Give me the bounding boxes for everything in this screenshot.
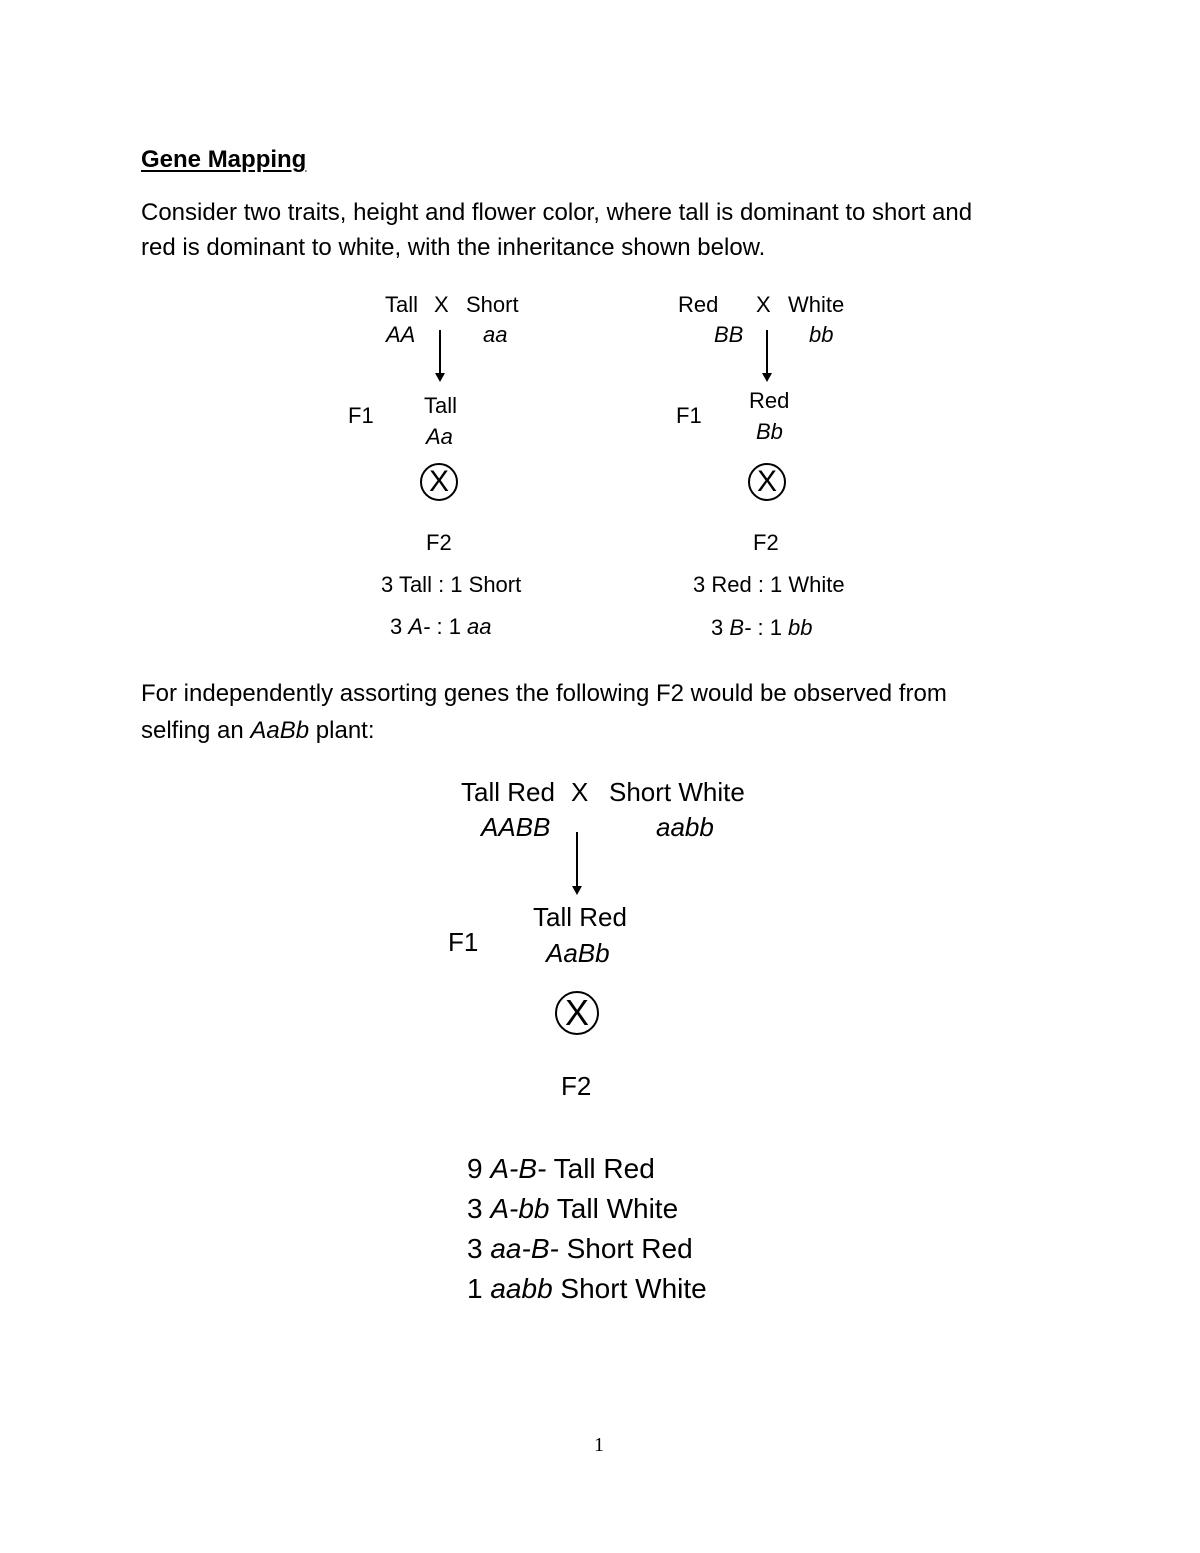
dihybrid-f1-label: F1 [448, 927, 479, 957]
f2-class-3: 3 aa-B- Short Red [467, 1233, 693, 1264]
independent-line-1: For independently assorting genes the following F2 would be observed from [141, 680, 947, 707]
height-cross-symbol: X [434, 292, 449, 317]
height-f1-genotype: Aa [426, 424, 453, 449]
color-parent-red: Red [678, 292, 719, 317]
dihybrid-f1-genotype: AaBb [546, 938, 610, 968]
color-genotype-bb-dominant: BB [714, 322, 744, 347]
height-genotype-aa-recessive: aa [483, 322, 508, 347]
page-number: 1 [594, 1434, 604, 1456]
color-f1-label: F1 [676, 403, 702, 428]
height-f1-phenotype: Tall [424, 393, 458, 418]
dihybrid-parent-short-white: Short White [609, 777, 745, 807]
color-f2-phenotype-ratio: 3 Red : 1 White [693, 572, 845, 597]
f2-class-1: 9 A-B- Tall Red [467, 1153, 655, 1184]
dihybrid-cross-symbol: X [571, 777, 589, 807]
height-f2-phenotype-ratio: 3 Tall : 1 Short [381, 572, 522, 597]
f2-class-4: 1 aabb Short White [467, 1273, 707, 1304]
f2-class-2: 3 A-bb Tall White [467, 1193, 679, 1224]
color-genotype-bb-recessive: bb [809, 322, 834, 347]
height-parent-tall: Tall [385, 292, 419, 317]
color-f2-label: F2 [753, 530, 779, 555]
independent-line-2: selfing an AaBb plant: [141, 717, 375, 744]
height-self-cross-icon: X [420, 463, 458, 501]
color-f1-phenotype: Red [749, 388, 790, 413]
color-self-cross-icon: X [748, 463, 786, 501]
color-cross-symbol: X [756, 292, 771, 317]
height-f1-label: F1 [348, 403, 374, 428]
color-parent-white: White [788, 292, 845, 317]
height-down-arrow [439, 330, 441, 374]
color-f1-genotype: Bb [756, 419, 783, 444]
dihybrid-parent-tall-red: Tall Red [461, 777, 555, 807]
intro-line-2: red is dominant to white, with the inheritance shown below. [141, 234, 766, 261]
dihybrid-down-arrow [576, 832, 578, 887]
page-title: Gene Mapping [141, 146, 307, 173]
height-f2-genotype-ratio: 3 A- : 1 aa [390, 614, 492, 639]
height-parent-short: Short [466, 292, 519, 317]
height-genotype-aa-dominant: AA [386, 322, 416, 347]
dihybrid-genotype-aabb-recessive: aabb [656, 812, 714, 842]
height-f2-label: F2 [426, 530, 452, 555]
color-down-arrow [766, 330, 768, 374]
dihybrid-f1-phenotype: Tall Red [533, 902, 627, 932]
dihybrid-self-cross-icon: X [555, 991, 599, 1035]
dihybrid-f2-label: F2 [561, 1071, 592, 1101]
intro-line-1: Consider two traits, height and flower color, where tall is dominant to short and [141, 199, 973, 226]
dihybrid-genotype-aabb-dominant: AABB [481, 812, 551, 842]
color-f2-genotype-ratio: 3 B- : 1 bb [711, 615, 813, 640]
